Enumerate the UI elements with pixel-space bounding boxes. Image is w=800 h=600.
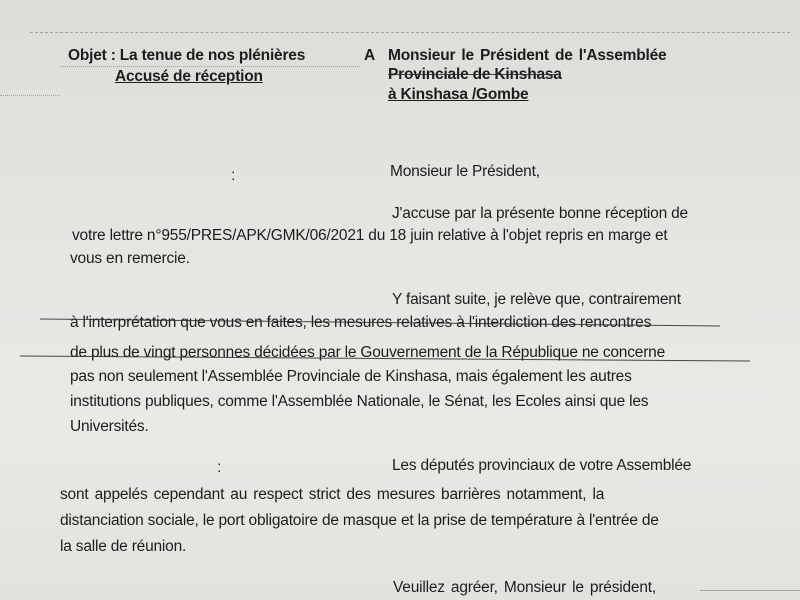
scan-dot: : [217,459,222,476]
paragraph-3-line-4: la salle de réunion. [60,538,187,555]
paragraph-2-line-3: de plus de vingt personnes décidées par le Gouvernement de la République ne concerne [70,344,665,361]
scan-artifact-line [30,32,790,33]
scan-dot: : [231,167,236,184]
paragraph-2-line-1: Y faisant suite, je relève que, contrairement [392,291,681,308]
salutation: Monsieur le Président, [390,163,540,180]
paragraph-3-line-1: Les députés provinciaux de votre Assemblée [392,457,692,474]
letter-object-subtitle: Accusé de réception [115,68,263,85]
scan-artifact-line [700,590,800,591]
paragraph-3-line-3: distanciation sociale, le port obligatoire de masque et la prise de température à l'entrée de [60,512,659,529]
paragraph-2-line-2: à l'interprétation que vous en faites, les mesures relatives à l'interdiction des rencontres [70,314,652,331]
paragraph-1-line-1: J'accuse par la présente bonne réception de [392,205,688,222]
paragraph-1-line-2: votre lettre n°955/PRES/APK/GMK/06/2021 du 18 juin relative à l'objet repris en marge et [72,227,668,244]
paragraph-2-line-5: institutions publiques, comme l'Assemblée Nationale, le Sénat, les Ecoles ainsi que les [70,393,649,410]
scan-artifact-line [0,95,60,96]
recipient-line-1: Monsieur le Président de l'Assemblée [388,47,667,64]
paragraph-1-line-3: vous en remercie. [70,250,190,267]
recipient-line-3: à Kinshasa /Gombe [388,86,529,103]
paragraph-2-line-6: Universités. [70,418,149,435]
scan-strike-artifact [388,74,558,75]
recipient-line-2: Provinciale de Kinshasa [388,66,562,83]
paragraph-2-line-4: pas non seulement l'Assemblée Provinciale de Kinshasa, mais également les autres [70,368,632,385]
closing-line-1: Veuillez agréer, Monsieur le président, [393,579,656,596]
paragraph-3-line-2: sont appelés cependant au respect strict des mesures barrières notamment, la [60,486,605,503]
recipient-prefix: A [364,47,375,64]
scan-artifact-line [60,66,360,67]
letter-object: Objet : La tenue de nos plénières [68,47,306,64]
